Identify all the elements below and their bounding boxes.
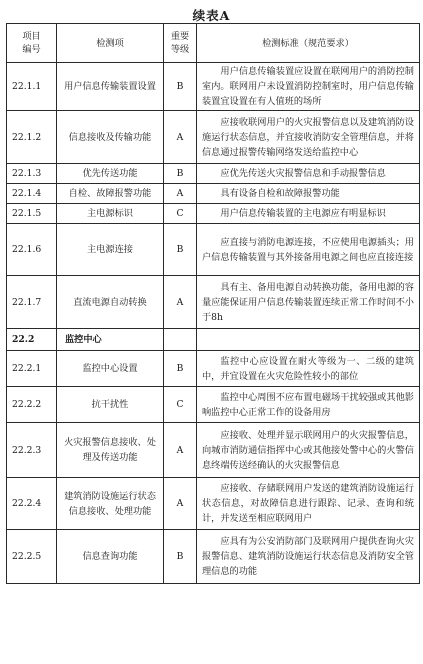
cell-code: 22.2.3 xyxy=(7,423,57,478)
cell-level: C xyxy=(164,204,197,224)
cell-code: 22.2 xyxy=(7,329,57,351)
header-item: 检测项 xyxy=(57,24,164,63)
cell-code: 22.1.6 xyxy=(7,224,57,276)
table-row xyxy=(7,63,420,111)
table-row xyxy=(7,351,420,387)
cell-level: B xyxy=(164,63,197,111)
cell-level: B xyxy=(164,224,197,276)
table-section-row xyxy=(7,329,420,351)
cell-level: A xyxy=(164,276,197,329)
table-header-row xyxy=(7,24,420,63)
cell-item: 自检、故障报警功能 xyxy=(57,184,164,204)
cell-level: A xyxy=(164,184,197,204)
cell-level: C xyxy=(164,387,197,423)
cell-standard: 应接收联网用户的火灾报警信息以及建筑消防设施运行状态信息，并宜接收消防安全管理信息，并将信息通过报警传输网络发送给监控中心 xyxy=(197,111,420,164)
table-row xyxy=(7,224,420,276)
table-row xyxy=(7,423,420,478)
header-level xyxy=(164,24,197,63)
cell-standard: 监控中心应设置在耐火等级为一、二级的建筑中，并宜设置在火灾危险性较小的部位 xyxy=(197,351,420,387)
cell-item: 信息查询功能 xyxy=(57,530,164,584)
cell-item: 优先传送功能 xyxy=(57,164,164,184)
header-code-line1: 项目 xyxy=(22,31,41,42)
table-row xyxy=(7,478,420,530)
cell-level: A xyxy=(164,478,197,530)
cell-standard: 应接收、处理并显示联网用户的火灾报警信息，向城市消防通信指挥中心或其他接处警中心的火警信息终端传送经确认的火灾报警信息 xyxy=(197,423,420,478)
cell-code: 22.1.1 xyxy=(7,63,57,111)
cell-standard xyxy=(197,329,420,351)
cell-code: 22.1.4 xyxy=(7,184,57,204)
cell-code: 22.1.3 xyxy=(7,164,57,184)
header-code xyxy=(7,24,57,63)
header-level-line2: 等级 xyxy=(170,44,190,55)
cell-item: 监控中心 xyxy=(57,329,164,351)
cell-level: B xyxy=(164,351,197,387)
cell-standard: 应接收、存储联网用户发送的建筑消防设施运行状态信息，对故障信息进行跟踪、记录、查询和统计，并发送至相应联网用户 xyxy=(197,478,420,530)
cell-standard: 应直接与消防电源连接，不应使用电源插头；用户信息传输装置与其外接备用电源之间也应直接连接 xyxy=(197,224,420,276)
cell-item: 抗干扰性 xyxy=(57,387,164,423)
cell-code: 22.2.2 xyxy=(7,387,57,423)
table-row xyxy=(7,164,420,184)
cell-item: 主电源标识 xyxy=(57,204,164,224)
cell-item: 主电源连接 xyxy=(57,224,164,276)
cell-item: 用户信息传输装置设置 xyxy=(57,63,164,111)
cell-standard: 具有设备自检和故障报警功能 xyxy=(197,184,420,204)
table-row xyxy=(7,387,420,423)
cell-level xyxy=(164,329,197,351)
table-row xyxy=(7,111,420,164)
cell-item: 火灾报警信息接收、处理及传送功能 xyxy=(57,423,164,478)
cell-item: 信息接收及传输功能 xyxy=(57,111,164,164)
inspection-table xyxy=(6,23,420,584)
table-title: 续表A xyxy=(192,8,231,23)
cell-item: 监控中心设置 xyxy=(57,351,164,387)
cell-code: 22.1.2 xyxy=(7,111,57,164)
cell-standard: 应优先传送火灾报警信息和手动报警信息 xyxy=(197,164,420,184)
cell-code: 22.1.5 xyxy=(7,204,57,224)
cell-standard: 用户信息传输装置的主电源应有明显标识 xyxy=(197,204,420,224)
cell-code: 22.1.7 xyxy=(7,276,57,329)
cell-level: B xyxy=(164,164,197,184)
cell-item: 建筑消防设施运行状态信息接收、处理功能 xyxy=(57,478,164,530)
table-row xyxy=(7,530,420,584)
cell-code: 22.2.1 xyxy=(7,351,57,387)
cell-level: A xyxy=(164,423,197,478)
cell-level: A xyxy=(164,111,197,164)
cell-code: 22.2.5 xyxy=(7,530,57,584)
table-body xyxy=(7,63,420,584)
cell-item: 直流电源自动转换 xyxy=(57,276,164,329)
header-code-line2: 编号 xyxy=(22,44,41,55)
table-row xyxy=(7,184,420,204)
cell-code: 22.2.4 xyxy=(7,478,57,530)
header-standard: 检测标准（规范要求） xyxy=(197,24,420,63)
table-row xyxy=(7,276,420,329)
cell-level: B xyxy=(164,530,197,584)
header-level-line1: 重要 xyxy=(170,31,190,42)
cell-standard: 用户信息传输装置应设置在联网用户的消防控制室内。联网用户未设置消防控制室时，用户信息传输装置宜设置在有人值班的场所 xyxy=(197,63,420,111)
cell-standard: 具有主、备用电源自动转换功能，备用电源的容量应能保证用户信息传输装置连续正常工作时间不小于8h xyxy=(197,276,420,329)
cell-standard: 应具有为公安消防部门及联网用户提供查询火灾报警信息、建筑消防设施运行状态信息及消防安全管理信息的功能 xyxy=(197,530,420,584)
cell-standard: 监控中心周围不应布置电磁场干扰较强或其他影响监控中心正常工作的设备用房 xyxy=(197,387,420,423)
table-row xyxy=(7,204,420,224)
